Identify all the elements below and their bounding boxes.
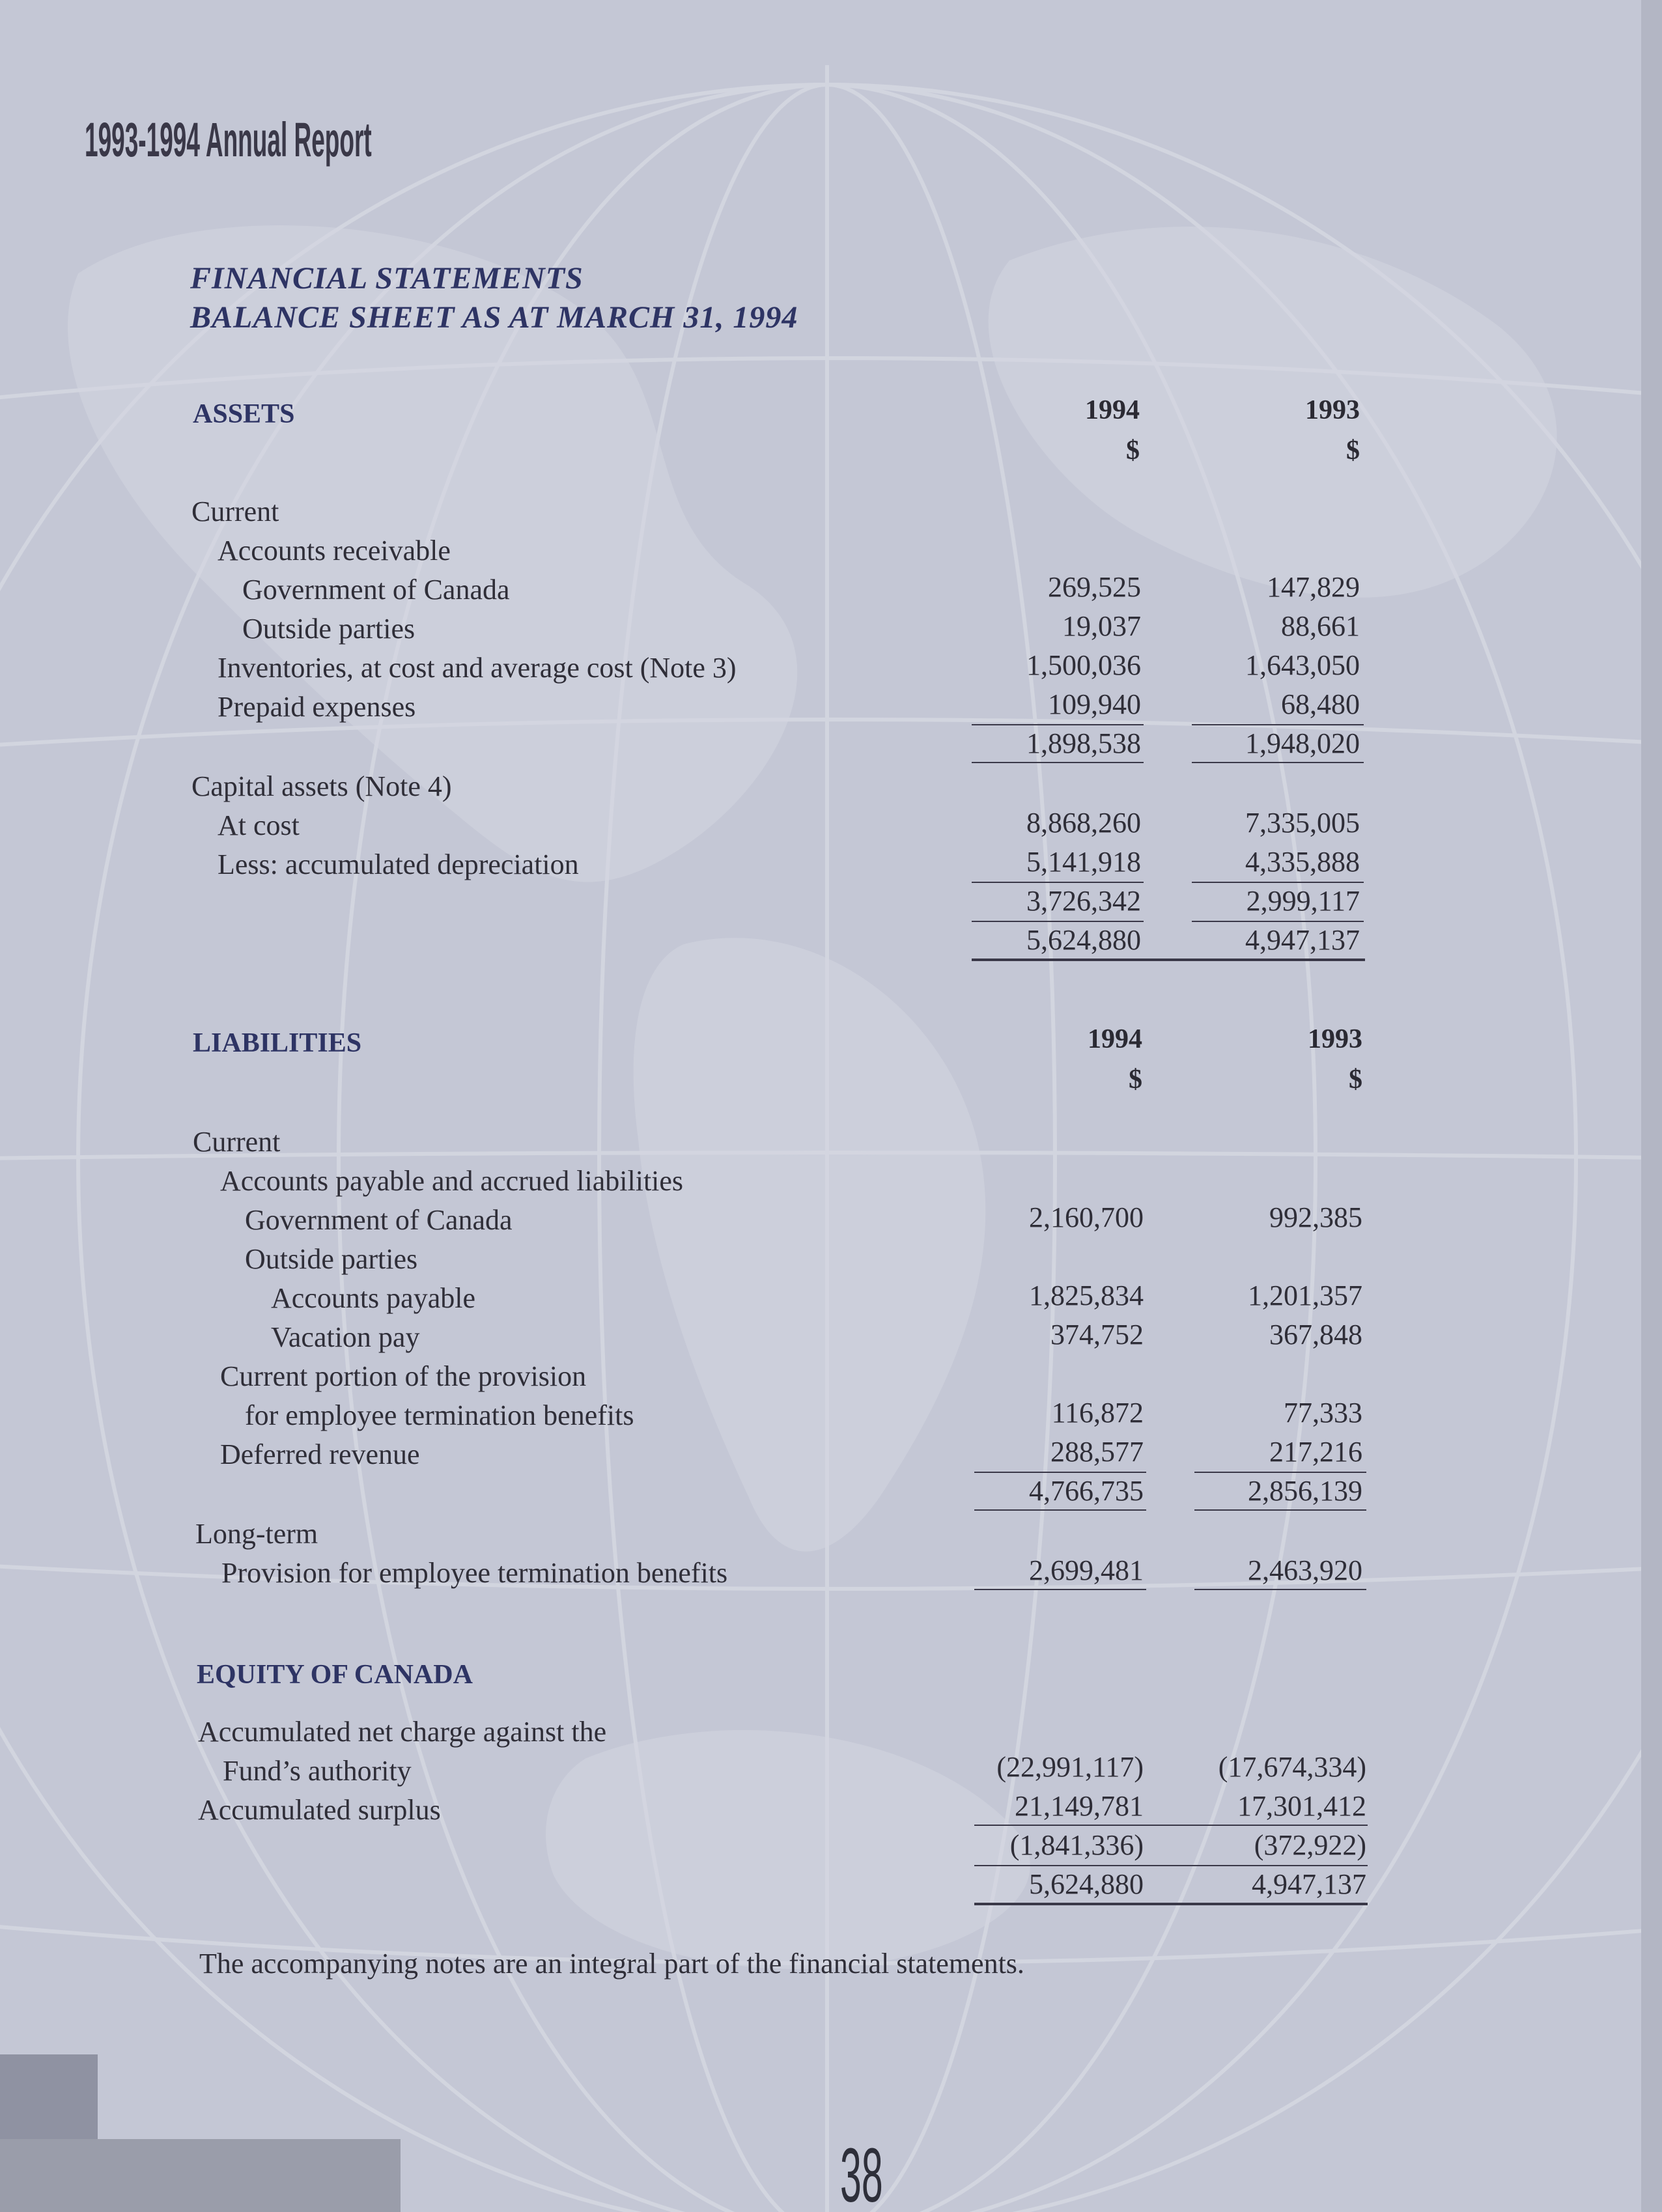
rule [1192, 724, 1364, 725]
vacation-pay-1993: 367,848 [1269, 1319, 1362, 1351]
ar-government-label: Government of Canada [242, 574, 510, 606]
at-cost-label: At cost [218, 809, 300, 841]
payables-label: Accounts payable and accrued liabilities [220, 1165, 684, 1197]
inventories-label: Inventories, at cost and average cost (Note 3) [218, 652, 737, 684]
rule [972, 921, 1144, 922]
vacation-pay-1994: 374,752 [1050, 1319, 1144, 1351]
running-head: 1993-1994 Annual Report [85, 113, 372, 167]
capital-assets-label: Capital assets (Note 4) [191, 770, 452, 802]
accounts-payable-1993: 1,201,357 [1248, 1280, 1362, 1311]
liabilities-current-total-1993: 2,856,139 [1248, 1475, 1362, 1507]
statement-title: FINANCIAL STATEMENTS [190, 261, 584, 296]
equity-heading: EQUITY OF CANADA [197, 1660, 473, 1690]
payables-government-1993: 992,385 [1269, 1201, 1362, 1233]
rule [974, 1589, 1146, 1590]
deferred-revenue-1993: 217,216 [1269, 1436, 1362, 1468]
current-portion-1994: 116,872 [1051, 1397, 1144, 1429]
assets-current-label: Current [191, 496, 279, 527]
rule [1192, 882, 1364, 883]
inventories-1993: 1,643,050 [1245, 649, 1360, 681]
rule [1194, 1589, 1366, 1590]
payables-government-1994: 2,160,700 [1029, 1201, 1144, 1233]
capital-net-1993: 2,999,117 [1246, 885, 1360, 917]
surplus-1994: 21,149,781 [1015, 1790, 1144, 1822]
prepaid-1993: 68,480 [1281, 688, 1360, 720]
surplus-1993: 17,301,412 [1237, 1790, 1366, 1822]
vacation-pay-label: Vacation pay [271, 1321, 420, 1353]
ar-government-1994: 269,525 [1048, 571, 1141, 603]
current-portion-label-cont: for employee termination benefits [245, 1399, 634, 1431]
at-cost-1994: 8,868,260 [1026, 807, 1141, 839]
surplus-label: Accumulated surplus [198, 1794, 441, 1826]
net-charge-1993: (17,674,334) [1218, 1751, 1366, 1783]
footnote: The accompanying notes are an integral part of the financial statements. [199, 1948, 1024, 1980]
capital-net-1994: 3,726,342 [1026, 885, 1141, 917]
provision-label: Provision for employee termination benefits [221, 1557, 728, 1589]
rule [1194, 1509, 1366, 1511]
ar-government-1993: 147,829 [1267, 571, 1360, 603]
currency-1994: $ [1126, 436, 1140, 466]
year-1993-header: 1993 [1308, 1024, 1362, 1054]
depreciation-label: Less: accumulated depreciation [218, 848, 579, 880]
inventories-1994: 1,500,036 [1026, 649, 1141, 681]
rule [1192, 921, 1364, 922]
liabilities-current-label: Current [193, 1126, 281, 1158]
liabilities-current-total-1994: 4,766,735 [1029, 1475, 1144, 1507]
rule [1194, 1472, 1366, 1473]
deferred-revenue-label: Deferred revenue [220, 1438, 420, 1470]
rule [972, 762, 1144, 763]
current-portion-1993: 77,333 [1284, 1397, 1362, 1429]
grand-total-1994: 5,624,880 [1029, 1868, 1144, 1900]
equity-total-1993: (372,922) [1254, 1829, 1366, 1861]
assets-heading: ASSETS [193, 399, 295, 429]
ar-outside-1994: 19,037 [1062, 610, 1141, 642]
rule [974, 1509, 1146, 1511]
ar-outside-label: Outside parties [242, 613, 416, 645]
rule [1192, 762, 1364, 763]
rule [972, 882, 1144, 883]
assets-current-total-1993: 1,948,020 [1245, 727, 1360, 759]
currency-1993: $ [1349, 1065, 1362, 1095]
rule [974, 1865, 1368, 1866]
current-portion-label: Current portion of the provision [220, 1360, 587, 1392]
grand-total-1993: 4,947,137 [1252, 1868, 1366, 1900]
total-assets-1994: 5,624,880 [1026, 924, 1141, 956]
year-1994-header: 1994 [1085, 395, 1140, 425]
equity-total-1994: (1,841,336) [1009, 1829, 1144, 1861]
net-charge-1994: (22,991,117) [996, 1751, 1144, 1783]
total-assets-1993: 4,947,137 [1245, 924, 1360, 956]
prepaid-label: Prepaid expenses [218, 691, 416, 723]
year-1993-header: 1993 [1305, 395, 1360, 425]
statement-subtitle: BALANCE SHEET AS AT MARCH 31, 1994 [190, 300, 798, 335]
page-number: 38 [840, 2133, 883, 2212]
liabilities-heading: LIABILITIES [193, 1028, 362, 1058]
accounts-payable-1994: 1,825,834 [1029, 1280, 1144, 1311]
accounts-payable-label: Accounts payable [271, 1282, 475, 1314]
depreciation-1993: 4,335,888 [1245, 846, 1360, 878]
provision-1993: 2,463,920 [1248, 1554, 1362, 1586]
long-term-label: Long-term [195, 1518, 318, 1550]
currency-1994: $ [1129, 1065, 1142, 1095]
payables-government-label: Government of Canada [245, 1204, 513, 1236]
rule [974, 1903, 1368, 1905]
depreciation-1994: 5,141,918 [1026, 846, 1141, 878]
at-cost-1993: 7,335,005 [1245, 807, 1360, 839]
rule [974, 1472, 1146, 1473]
rule [972, 724, 1144, 725]
currency-1993: $ [1346, 436, 1360, 466]
net-charge-label-cont: Fund’s authority [223, 1755, 412, 1787]
year-1994-header: 1994 [1088, 1024, 1142, 1054]
deferred-revenue-1994: 288,577 [1050, 1436, 1144, 1468]
provision-1994: 2,699,481 [1029, 1554, 1144, 1586]
rule [974, 1825, 1368, 1826]
net-charge-label: Accumulated net charge against the [198, 1716, 607, 1748]
prepaid-1994: 109,940 [1048, 688, 1141, 720]
rule [972, 959, 1365, 961]
payables-outside-label: Outside parties [245, 1243, 418, 1275]
ar-outside-1993: 88,661 [1281, 610, 1360, 642]
accounts-receivable-label: Accounts receivable [218, 535, 451, 567]
assets-current-total-1994: 1,898,538 [1026, 727, 1141, 759]
